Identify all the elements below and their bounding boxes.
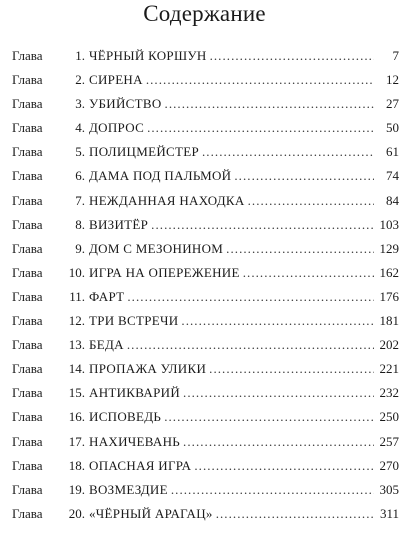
toc-row — [12, 116, 399, 140]
dot-leader — [164, 405, 374, 429]
dot-leader — [216, 502, 374, 526]
chapter-word: Глава — [12, 288, 43, 304]
chapter-title: БЕДА — [89, 337, 124, 353]
chapter-number: 2. — [75, 72, 85, 88]
chapter-title: ТРИ ВСТРЕЧИ — [89, 313, 179, 329]
chapter-word: Глава — [12, 72, 43, 88]
dot-leader — [194, 454, 374, 478]
chapter-number: 8. — [75, 216, 85, 232]
chapter-word: Глава — [12, 120, 43, 136]
toc-row — [12, 164, 399, 188]
chapter-title: ДОМ С МЕЗОНИНОМ — [89, 240, 224, 256]
toc-row — [12, 261, 399, 285]
chapter-page-number: 250 — [379, 409, 399, 425]
chapter-number: 7. — [75, 192, 85, 208]
chapter-number: 6. — [75, 168, 85, 184]
dot-leader — [226, 237, 374, 261]
toc-row — [12, 502, 399, 526]
toc-row — [12, 285, 399, 309]
toc-row — [12, 44, 399, 68]
toc-row — [12, 333, 399, 357]
chapter-title: ПОЛИЦМЕЙСТЕР — [89, 144, 199, 160]
chapter-word: Глава — [12, 457, 43, 473]
toc-row — [12, 309, 399, 333]
chapter-number: 19. — [68, 481, 85, 497]
toc-row — [12, 405, 399, 429]
chapter-title: ФАРТ — [89, 288, 125, 304]
chapter-number: 11. — [69, 288, 85, 304]
chapter-page-number: 103 — [379, 216, 399, 232]
dot-leader — [171, 478, 374, 502]
dot-leader — [183, 430, 374, 454]
chapter-page-number: 232 — [379, 385, 399, 401]
chapter-page-number: 7 — [392, 48, 399, 63]
chapter-number: 20. — [68, 505, 85, 521]
chapter-page-number: 50 — [386, 120, 399, 136]
toc-row — [12, 357, 399, 381]
dot-leader — [183, 381, 374, 405]
dot-leader — [147, 116, 374, 140]
chapter-word: Глава — [12, 192, 43, 208]
page-title: Содержание — [143, 1, 266, 26]
chapter-page-number: 74 — [386, 168, 399, 184]
chapter-number: 14. — [68, 361, 85, 377]
toc-row — [12, 237, 399, 261]
toc-row — [12, 381, 399, 405]
chapter-title: ИСПОВЕДЬ — [89, 409, 162, 425]
chapter-title: НАХИЧЕВАНЬ — [89, 433, 181, 449]
chapter-title: ПРОПАЖА УЛИКИ — [89, 361, 207, 377]
toc-row — [12, 430, 399, 454]
chapter-number: 1. — [75, 48, 85, 63]
dot-leader — [151, 213, 374, 237]
chapter-title: АНТИКВАРИЙ — [89, 385, 181, 401]
chapter-word: Глава — [12, 361, 43, 377]
chapter-title: СИРЕНА — [89, 72, 143, 88]
chapter-title: НЕЖДАННАЯ НАХОДКА — [89, 192, 245, 208]
chapter-number: 17. — [68, 433, 85, 449]
chapter-title: ДАМА ПОД ПАЛЬМОЙ — [89, 168, 232, 184]
chapter-word: Глава — [12, 313, 43, 329]
chapter-word: Глава — [12, 433, 43, 449]
chapter-number: 16. — [68, 409, 85, 425]
chapter-word: Глава — [12, 505, 43, 521]
chapter-word: Глава — [12, 48, 43, 63]
toc-row — [12, 68, 399, 92]
dot-leader — [127, 333, 374, 357]
chapter-page-number: 12 — [386, 72, 399, 88]
chapter-number: 12. — [68, 313, 85, 329]
chapter-page-number: 305 — [379, 481, 399, 497]
chapter-page-number: 202 — [379, 337, 399, 353]
chapter-word: Глава — [12, 264, 43, 280]
chapter-page-number: 129 — [379, 240, 399, 256]
chapter-number: 10. — [68, 264, 85, 280]
chapter-page-number: 162 — [379, 264, 399, 280]
chapter-number: 18. — [68, 457, 85, 473]
chapter-title: ДОПРОС — [89, 120, 145, 136]
chapter-title: ВИЗИТЁР — [89, 216, 149, 232]
chapter-page-number: 61 — [386, 144, 399, 160]
chapter-page-number: 176 — [379, 288, 399, 304]
toc-row — [12, 454, 399, 478]
toc-list — [12, 44, 399, 526]
chapter-word: Глава — [12, 385, 43, 401]
chapter-number: 13. — [68, 337, 85, 353]
chapter-word: Глава — [12, 96, 43, 112]
chapter-page-number: 84 — [386, 192, 399, 208]
toc-row — [12, 213, 399, 237]
toc-row — [12, 478, 399, 502]
chapter-title: «ЧЁРНЫЙ АРАГАЦ» — [89, 505, 213, 521]
chapter-word: Глава — [12, 337, 43, 353]
chapter-word: Глава — [12, 240, 43, 256]
dot-leader — [209, 357, 374, 381]
dot-leader — [146, 68, 374, 92]
chapter-page-number: 221 — [379, 361, 399, 377]
dot-leader — [248, 189, 374, 213]
chapter-page-number: 270 — [379, 457, 399, 473]
chapter-title: ИГРА НА ОПЕРЕЖЕНИЕ — [89, 264, 240, 280]
dot-leader — [243, 261, 374, 285]
chapter-number: 15. — [68, 385, 85, 401]
chapter-number: 4. — [75, 120, 85, 136]
chapter-title: ЧЁРНЫЙ КОРШУН — [89, 48, 207, 63]
toc-row — [12, 189, 399, 213]
toc-row — [12, 92, 399, 116]
chapter-title: УБИЙСТВО — [89, 96, 162, 112]
chapter-number: 5. — [75, 144, 85, 160]
dot-leader — [127, 285, 374, 309]
chapter-number: 3. — [75, 96, 85, 112]
chapter-word: Глава — [12, 168, 43, 184]
chapter-page-number: 257 — [379, 433, 399, 449]
dot-leader — [210, 44, 374, 68]
chapter-title: ВОЗМЕЗДИЕ — [89, 481, 168, 497]
chapter-page-number: 181 — [379, 313, 399, 329]
chapter-title: ОПАСНАЯ ИГРА — [89, 457, 192, 473]
chapter-word: Глава — [12, 481, 43, 497]
toc-row — [12, 140, 399, 164]
chapter-number: 9. — [75, 240, 85, 256]
chapter-page-number: 27 — [386, 96, 399, 112]
chapter-word: Глава — [12, 216, 43, 232]
dot-leader — [234, 164, 374, 188]
chapter-word: Глава — [12, 409, 43, 425]
dot-leader — [202, 140, 374, 164]
chapter-page-number: 311 — [379, 505, 399, 521]
dot-leader — [181, 309, 374, 333]
dot-leader — [165, 92, 374, 116]
chapter-word: Глава — [12, 144, 43, 160]
